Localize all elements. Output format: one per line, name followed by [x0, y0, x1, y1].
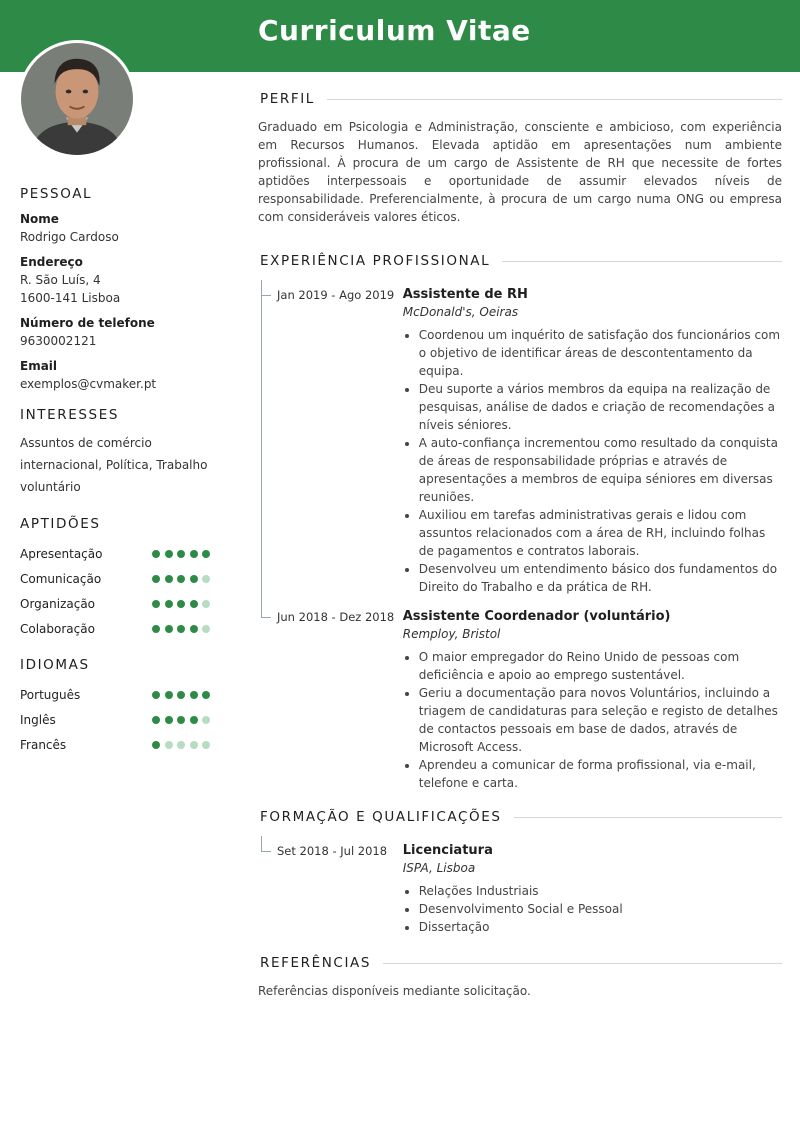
rating-dot-filled — [190, 625, 198, 633]
rating-dots — [152, 716, 210, 724]
rating-dot-empty — [202, 625, 210, 633]
experience-heading — [258, 250, 782, 272]
field-label: Endereço — [20, 255, 83, 269]
language-name: Francês — [20, 737, 67, 752]
rating-dot-filled — [202, 550, 210, 558]
rating-dot-empty — [202, 600, 210, 608]
entry-body — [403, 286, 782, 596]
entry-date: Jun 2018 - Dez 2018 — [258, 608, 403, 792]
main-content — [258, 88, 782, 1000]
rating-dot-filled — [177, 550, 185, 558]
section-title: FORMAÇÃO E QUALIFICAÇÕES — [260, 809, 502, 825]
avatar-portrait — [21, 43, 133, 155]
field-label: Nome — [20, 212, 59, 226]
timeline-entry — [258, 608, 782, 792]
rating-dot-filled — [152, 625, 160, 633]
experience-timeline — [258, 286, 782, 792]
bullet-item: • Dissertação — [419, 918, 782, 936]
entry-bullets — [403, 648, 782, 792]
rating-dot-empty — [177, 741, 185, 749]
rating-dot-empty — [202, 741, 210, 749]
rating-dot-empty — [202, 716, 210, 724]
profile-section — [258, 88, 782, 226]
education-heading — [258, 806, 782, 828]
divider — [502, 261, 782, 262]
field-value: 9630002121 — [20, 334, 97, 348]
entry-organization: ISPA, Lisboa — [402, 861, 476, 875]
rating-dot-filled — [152, 575, 160, 583]
entry-title: Assistente Coordenador (voluntário) — [402, 609, 671, 624]
entry-date: Jan 2019 - Ago 2019 — [258, 286, 403, 596]
rating-dot-filled — [152, 691, 160, 699]
language-row — [20, 732, 230, 757]
sidebar — [20, 186, 230, 771]
field-address — [20, 254, 230, 307]
education-timeline — [258, 842, 782, 936]
rating-dots — [152, 625, 210, 633]
references-heading — [258, 952, 782, 974]
rating-dots — [152, 550, 210, 558]
entry-organization: McDonald's, Oeiras — [402, 305, 519, 319]
personal-section — [20, 186, 230, 393]
bullet-item: • Desenvolvimento Social e Pessoal — [419, 900, 782, 918]
rating-dot-filled — [165, 716, 173, 724]
education-section — [258, 806, 782, 936]
language-name: Português — [20, 687, 81, 702]
email-link[interactable]: exemplos@cvmaker.pt — [20, 377, 157, 391]
field-label: Número de telefone — [20, 316, 155, 330]
rating-dot-filled — [152, 741, 160, 749]
references-section — [258, 952, 782, 1000]
bullet-item: • Aprendeu a comunicar de forma profissional, via e-mail, telefone e carta. — [419, 756, 782, 792]
bullet-item: • Relações Industriais — [419, 882, 782, 900]
rating-dot-filled — [165, 625, 173, 633]
rating-dot-filled — [152, 550, 160, 558]
rating-dot-filled — [177, 600, 185, 608]
skills-heading: APTIDÕES — [20, 516, 101, 532]
field-value: R. São Luís, 4 1600-141 Lisboa — [20, 273, 121, 305]
field-value: Rodrigo Cardoso — [20, 230, 119, 244]
languages-section — [20, 657, 230, 757]
profile-heading — [258, 88, 782, 110]
rating-dot-filled — [177, 625, 185, 633]
rating-dot-filled — [165, 550, 173, 558]
experience-section — [258, 250, 782, 792]
skill-row — [20, 566, 230, 591]
entry-body — [403, 608, 782, 792]
skill-name: Comunicação — [20, 571, 102, 586]
section-title: REFERÊNCIAS — [260, 955, 372, 971]
rating-dot-filled — [190, 600, 198, 608]
rating-dots — [152, 691, 210, 699]
rating-dot-filled — [165, 691, 173, 699]
rating-dot-filled — [190, 550, 198, 558]
entry-title: Assistente de RH — [402, 287, 528, 302]
divider — [514, 817, 782, 818]
rating-dot-filled — [190, 716, 198, 724]
bullet-item: • O maior empregador do Reino Unido de pessoas com deficiência e apoio ao emprego sustentável. — [419, 648, 782, 684]
rating-dot-filled — [202, 691, 210, 699]
skill-name: Organização — [20, 596, 96, 611]
languages-list — [20, 682, 230, 757]
rating-dot-empty — [202, 575, 210, 583]
bullet-item: • Coordenou um inquérito de satisfação dos funcionários com o objetivo de identificar áreas de descontentamento da equipa. — [419, 326, 782, 380]
timeline-entry — [258, 842, 782, 936]
skill-name: Apresentação — [20, 546, 103, 561]
references-text: Referências disponíveis mediante solicitação. — [258, 984, 531, 998]
bullet-item: • A auto-confiança incrementou como resultado da conquista de áreas de responsabilidade próprias e através de apresentações a membros de equipa séniores em diversas reuniões. — [419, 434, 782, 506]
rating-dot-filled — [190, 691, 198, 699]
language-name: Inglês — [20, 712, 56, 727]
rating-dot-filled — [177, 691, 185, 699]
rating-dot-filled — [152, 716, 160, 724]
avatar — [18, 40, 136, 158]
bullet-item: • Auxiliou em tarefas administrativas gerais e lidou com assuntos relacionados com a área de RH, incluindo folhas de pagamentos e contratos laborais. — [419, 506, 782, 560]
rating-dot-filled — [165, 575, 173, 583]
field-name — [20, 211, 230, 246]
entry-body — [403, 842, 782, 936]
rating-dot-filled — [165, 600, 173, 608]
languages-heading: IDIOMAS — [20, 657, 90, 673]
timeline-entry — [258, 286, 782, 596]
rating-dots — [152, 741, 210, 749]
entry-organization: Remploy, Bristol — [402, 627, 501, 641]
field-phone — [20, 315, 230, 350]
interests-section — [20, 407, 230, 498]
section-title: PERFIL — [260, 91, 315, 107]
field-email — [20, 358, 230, 393]
language-row — [20, 682, 230, 707]
entry-bullets — [403, 882, 782, 936]
field-label: Email — [20, 359, 58, 373]
skills-list — [20, 541, 230, 641]
bullet-item: • Geriu a documentação para novos Voluntários, incluindo a triagem de candidaturas para seleção e registo de detalhes de contactos pessoais em base de dados, através de Microsoft Access. — [419, 684, 782, 756]
rating-dots — [152, 575, 210, 583]
rating-dot-empty — [165, 741, 173, 749]
skill-row — [20, 616, 230, 641]
skill-name: Colaboração — [20, 621, 95, 636]
skill-row — [20, 541, 230, 566]
divider — [383, 963, 782, 964]
section-title: EXPERIÊNCIA PROFISSIONAL — [260, 253, 491, 269]
entry-bullets — [403, 326, 782, 596]
bullet-item: • Deu suporte a vários membros da equipa na realização de pesquisas, análise de dados e criação de recomendações a níveis séniores. — [419, 380, 782, 434]
personal-heading: PESSOAL — [20, 186, 93, 202]
rating-dot-filled — [152, 600, 160, 608]
rating-dot-filled — [177, 716, 185, 724]
profile-text: Graduado em Psicologia e Administração, consciente e ambicioso, com experiência em Recursos Humanos. Elevada aptidão em apresentações num ambiente profissional. À procura de um cargo de Assistente de RH que necessite de fortes aptidões interpessoais e oportunidade de assumir elevados níveis de responsabilidade. Preferencialmente, à procura de um cargo numa ONG ou empresa com consideráveis valores éticos. — [258, 120, 782, 224]
rating-dot-filled — [190, 575, 198, 583]
entry-title: Licenciatura — [402, 843, 493, 858]
entry-date: Set 2018 - Jul 2018 — [258, 842, 403, 936]
skills-section — [20, 516, 230, 641]
interests-text: Assuntos de comércio internacional, Política, Trabalho voluntário — [20, 436, 208, 494]
rating-dot-empty — [190, 741, 198, 749]
rating-dot-filled — [177, 575, 185, 583]
bullet-item: • Desenvolveu um entendimento básico dos fundamentos do Direito do Trabalho e da prática de RH. — [419, 560, 782, 596]
language-row — [20, 707, 230, 732]
divider — [327, 99, 782, 100]
page-title: Curriculum Vitae — [258, 14, 531, 47]
skill-row — [20, 591, 230, 616]
rating-dots — [152, 600, 210, 608]
interests-heading: INTERESSES — [20, 407, 120, 423]
